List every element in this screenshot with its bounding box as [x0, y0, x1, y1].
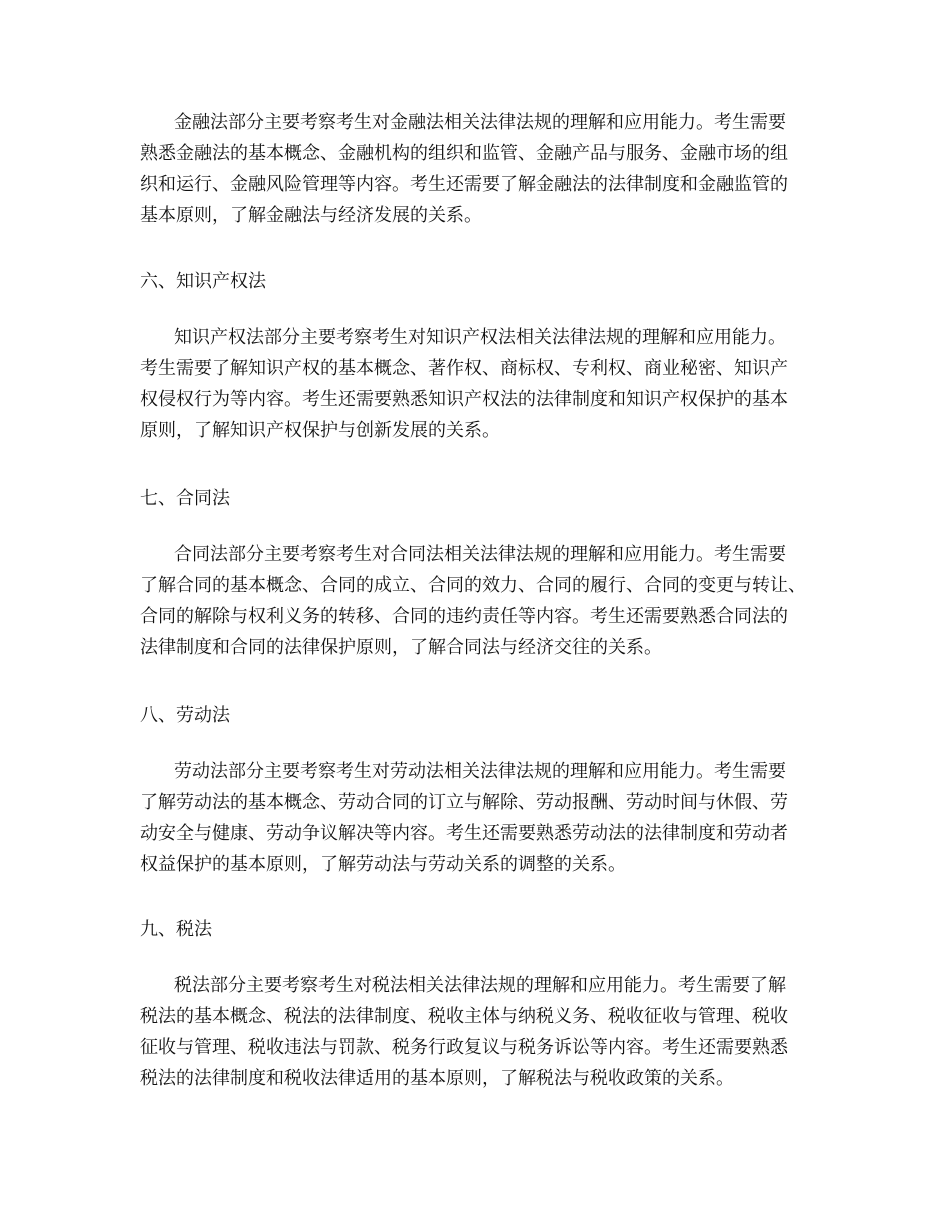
- paragraph-line: 税法的法律制度和税收法律适用的基本原则，了解税法与税收政策的关系。: [140, 1068, 734, 1089]
- paragraph-line: 合同法部分主要考察考生对合同法相关法律法规的理解和应用能力。考生需要: [174, 544, 786, 565]
- paragraph-financial-law: [140, 107, 820, 231]
- paragraph-line: 权侵权行为等内容。考生还需要熟悉知识产权法的法律制度和知识产权保护的基本: [140, 389, 788, 410]
- paragraph-line: 征收与管理、税收违法与罚款、税务行政复议与税务诉讼等内容。考生还需要熟悉: [140, 1037, 788, 1058]
- paragraph-line: 织和运行、金融风险管理等内容。考生还需要了解金融法的法律制度和金融监管的: [140, 174, 788, 195]
- paragraph-line: 金融法部分主要考察考生对金融法相关法律法规的理解和应用能力。考生需要: [174, 112, 786, 133]
- paragraph-line: 原则，了解知识产权保护与创新发展的关系。: [140, 420, 500, 441]
- section-heading-contract-law: 七、合同法: [140, 488, 230, 509]
- paragraph-line: 税法部分主要考察考生对税法相关法律法规的理解和应用能力。考生需要了解: [174, 975, 786, 996]
- paragraph-line: 了解劳动法的基本概念、劳动合同的订立与解除、劳动报酬、劳动时间与休假、劳: [140, 792, 788, 813]
- paragraph-line: 劳动法部分主要考察考生对劳动法相关法律法规的理解和应用能力。考生需要: [174, 761, 786, 782]
- paragraph-line: 权益保护的基本原则，了解劳动法与劳动关系的调整的关系。: [140, 854, 626, 875]
- paragraph-intellectual-property-law: [140, 322, 820, 446]
- paragraph-line: 考生需要了解知识产权的基本概念、著作权、商标权、专利权、商业秘密、知识产: [140, 358, 788, 379]
- paragraph-line: 合同的解除与权利义务的转移、合同的违约责任等内容。考生还需要熟悉合同法的: [140, 606, 788, 627]
- paragraph-line: 动安全与健康、劳动争议解决等内容。考生还需要熟悉劳动法的法律制度和劳动者: [140, 823, 788, 844]
- paragraph-tax-law: [140, 970, 820, 1094]
- paragraph-labor-law: [140, 756, 820, 880]
- paragraph-line: 熟悉金融法的基本概念、金融机构的组织和监管、金融产品与服务、金融市场的组: [140, 143, 788, 164]
- paragraph-contract-law: [140, 539, 820, 663]
- paragraph-line: 知识产权法部分主要考察考生对知识产权法相关法律法规的理解和应用能力。: [174, 327, 786, 348]
- paragraph-line: 基本原则，了解金融法与经济发展的关系。: [140, 205, 482, 226]
- section-heading-tax-law: 九、税法: [140, 919, 212, 940]
- section-heading-intellectual-property: 六、知识产权法: [140, 271, 266, 292]
- paragraph-line: 法律制度和合同的法律保护原则，了解合同法与经济交往的关系。: [140, 637, 662, 658]
- paragraph-line: 税法的基本概念、税法的法律制度、税收主体与纳税义务、税收征收与管理、税收: [140, 1006, 788, 1027]
- paragraph-line: 了解合同的基本概念、合同的成立、合同的效力、合同的履行、合同的变更与转让、: [140, 575, 806, 596]
- section-heading-labor-law: 八、劳动法: [140, 705, 230, 726]
